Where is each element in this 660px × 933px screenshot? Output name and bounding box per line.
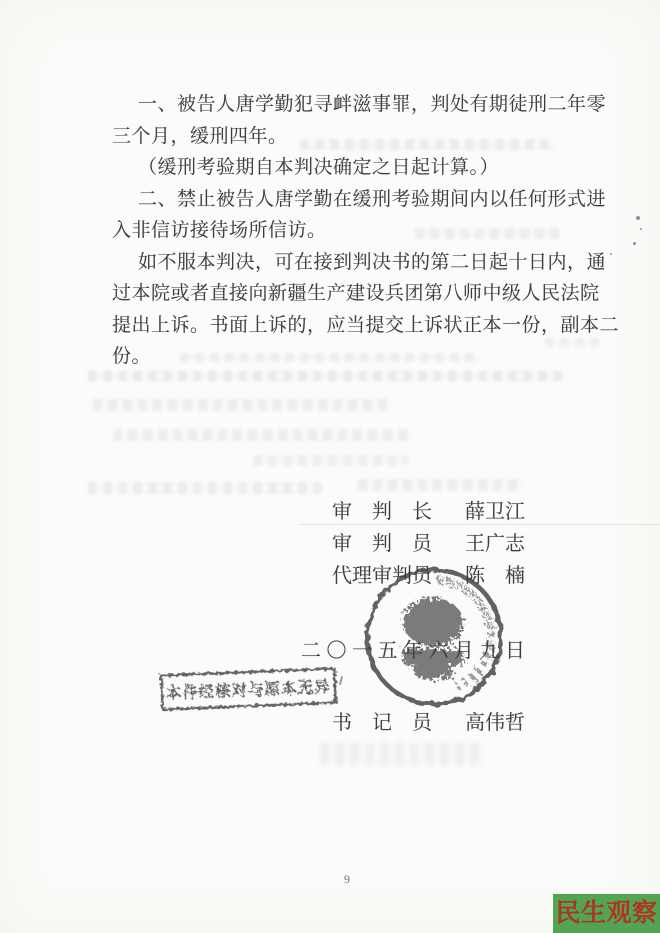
bleedthrough-smudge [320,742,485,766]
judge-row [332,528,525,560]
body-line: 过本院或者直接向新疆生产建设兵团第八师中级人民法院 [112,283,600,304]
clerk-name: 高伟哲 [465,712,525,734]
watermark-minsheng-guancha: 民生观察 [553,894,660,933]
scan-speck [640,228,642,230]
bleedthrough-smudge [113,429,413,441]
body-line: 二、禁止被告人唐学勤在缓刑考验期间内以任何形式进 [138,188,607,210]
clerk-row [332,706,525,735]
scan-speck [610,253,612,255]
bleedthrough-smudge [180,353,480,362]
bleedthrough-smudge [88,371,568,381]
bleedthrough-smudge [415,228,560,239]
bleedthrough-smudge [93,399,388,411]
verification-stamp-icon [157,662,341,715]
bleedthrough-smudge [253,455,408,466]
body-line: （缓刑考验期自本判决确定之日起计算。） [138,157,500,178]
body-line: 提出上诉。书面上诉的，应当提交上诉状正本一份，副本二 [112,314,620,336]
clerk-role: 书 记 员 [332,712,432,734]
judgment-date: 二〇一五年六月九日 [301,640,531,662]
verification-stamp-text: 本件经核对与原本无异 [165,678,331,703]
scan-speck [633,242,636,245]
bleedthrough-smudge [358,479,523,491]
body-line: 份。 [112,346,152,367]
body-line: 一、被告人唐学勤犯寻衅滋事罪，判处有期徒刑二年零 [138,94,607,115]
bleedthrough-smudge [88,482,323,494]
presiding-judge-role: 审 判 长 [332,501,432,523]
presiding-judge-name: 薛卫江 [465,501,525,523]
presiding-judge-row [332,496,525,528]
judge-name: 王广志 [465,533,525,555]
scan-speck [636,216,640,220]
acting-judge-name: 陈 楠 [465,565,525,587]
page-number: 9 [344,872,350,886]
judge-role: 审 判 员 [332,533,432,555]
body-line: 三个月，缓刑四年。 [112,125,288,147]
body-line: 如不服本判决，可在接到判决书的第二日起十日内，通 [138,251,607,273]
bleedthrough-smudge [545,338,600,347]
bleedthrough-smudge [300,139,555,150]
body-line: 入非信访接待场所信访。 [112,220,327,241]
verification-stamp [157,662,341,715]
acting-judge-role: 代理审判员 [332,565,432,587]
